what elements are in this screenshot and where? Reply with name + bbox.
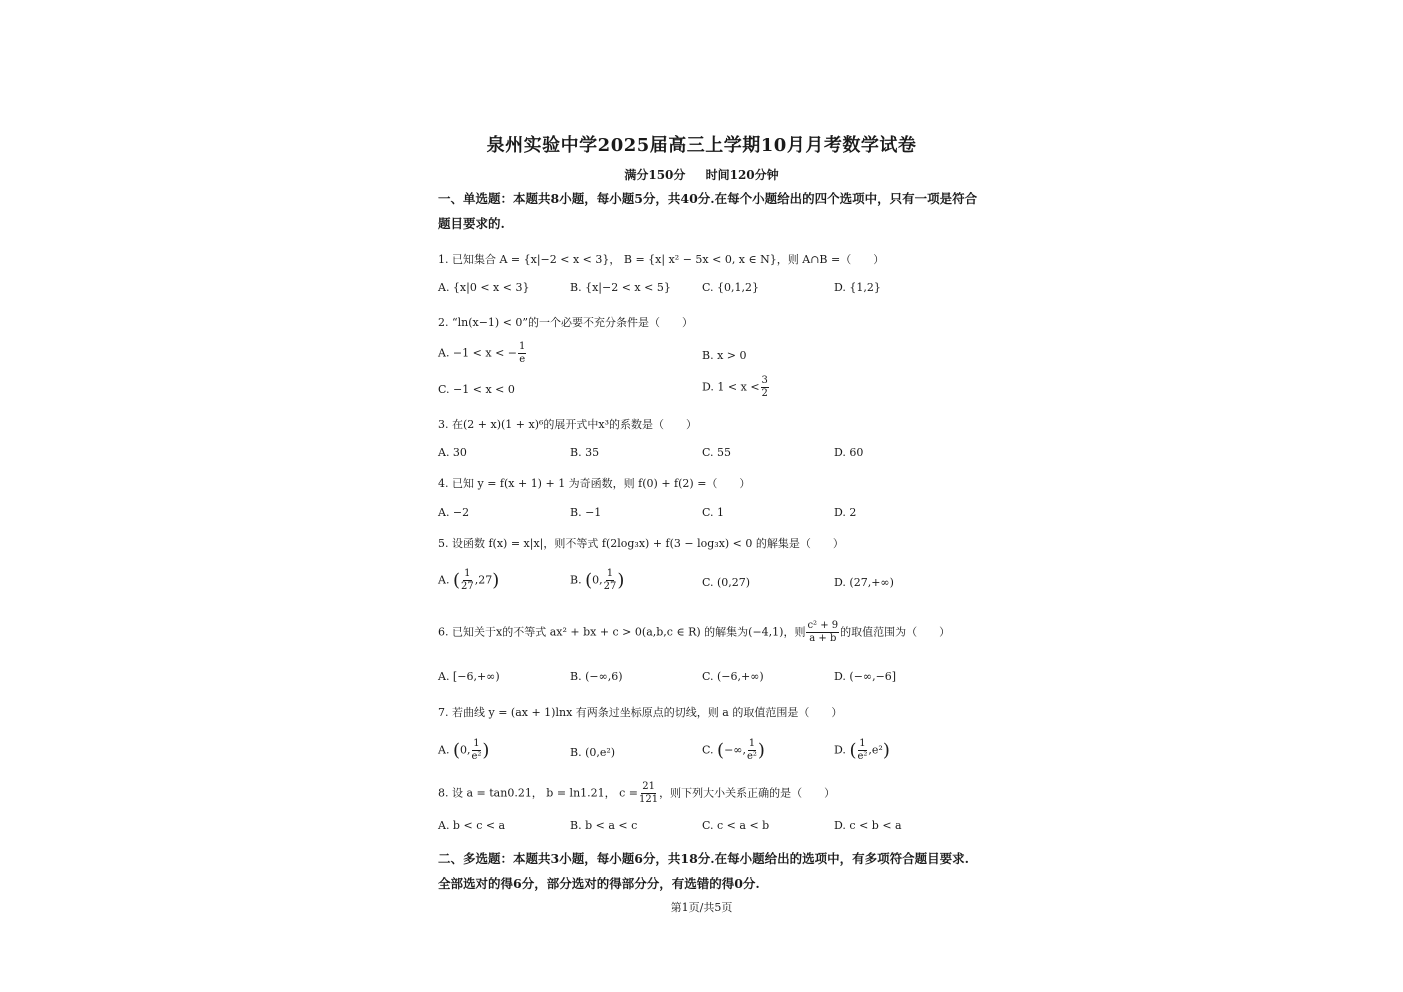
question-2: 2. “ln(x−1) < 0”的一个必要不充分条件是（ ）: [438, 316, 694, 329]
q5-option-c: C. (0,27): [702, 576, 751, 589]
question-5: 5. 设函数 f(x) = x|x|，则不等式 f(2log₃x) + f(3 − log₃x) < 0 的解集是（ ）: [438, 537, 844, 550]
q2-option-d-fraction: $\frac{3}{2}$: [761, 375, 768, 399]
q7-option-b: B. (0,e²): [570, 746, 616, 759]
q5-option-d: D. (27,+∞): [834, 576, 894, 589]
time-limit: 时间120分钟: [705, 168, 779, 182]
q8-option-c: C. c < a < b: [702, 819, 770, 832]
question-3: 3. 在(2 + x)(1 + x)⁶的展开式中x³的系数是（ ）: [438, 418, 698, 431]
exam-subtitle: [0, 166, 1403, 183]
q8-option-d: D. c < b < a: [834, 819, 902, 832]
q2-option-c: C. −1 < x < 0: [438, 383, 515, 396]
q4-option-c: C. 1: [702, 506, 725, 519]
question-1: 1. 已知集合 A = {x|−2 < x < 3}， B = {x| x² − 5x < 0, x ∈ N}，则 A∩B =（ ）: [438, 253, 885, 266]
page-footer: 第1页/共5页: [670, 901, 733, 914]
q8-option-b: B. b < a < c: [570, 819, 638, 832]
q6-option-b: B. (−∞,6): [570, 670, 623, 683]
q2-option-a-text: A. −1 < x < −: [438, 346, 517, 360]
section-1-heading: 一、单选题：本题共8小题，每小题5分，共40分.在每个小题给出的四个选项中，只有一项是符合题目要求的.: [438, 191, 978, 231]
question-4: 4. 已知 y = f(x + 1) + 1 为奇函数，则 f(0) + f(2) =（ ）: [438, 477, 751, 490]
q7-option-a: A. (0, $\frac{1}{\text{e²}}$ ): [438, 738, 490, 762]
q5-option-b-fraction: $\frac{1}{27}$: [603, 568, 617, 592]
full-score: 满分150分: [624, 168, 686, 182]
question-6: 6. 已知关于x的不等式 ax² + bx + c > 0(a,b,c ∈ R) 的解集为(−4,1)，则 $\frac{\text{c² + 9}}{a + b}$ 的取值范围为（ ）: [438, 620, 951, 644]
q6-option-a: A. [−6,+∞): [438, 670, 500, 683]
q6-option-c: C. (−6,+∞): [702, 670, 764, 683]
q5-option-a: A. ( $\frac{1}{27}$ ,27): [438, 568, 500, 592]
q1-option-c: C. {0,1,2}: [702, 281, 760, 294]
q7-option-c-fraction: $\frac{1}{\text{e²}}$: [746, 738, 757, 762]
q2-option-d: [702, 375, 770, 400]
q5-option-b: B. (0, $\frac{1}{27}$ ): [570, 568, 625, 592]
exam-title: 泉州实验中学2025届高三上学期10月月考数学试卷: [486, 135, 917, 156]
q3-option-d: D. 60: [834, 446, 864, 459]
q1-option-b: B. {x|−2 < x < 5}: [570, 281, 671, 294]
q7-option-a-fraction: $\frac{1}{\text{e²}}$: [471, 738, 482, 762]
q1-option-a: A. {x|0 < x < 3}: [438, 281, 530, 294]
q2-option-d-text: D. 1 < x <: [702, 380, 760, 394]
q7-option-d: D. ( $\frac{1}{\text{e²}}$ ,e²): [834, 738, 890, 762]
q7-option-c: C. (−∞, $\frac{1}{\text{e²}}$ ): [702, 738, 765, 762]
q8-option-a: A. b < c < a: [438, 819, 506, 832]
question-8: 8. 设 a = tan0.21， b = ln1.21， c = $\frac{21}{121}$ ，则下列大小关系正确的是（ ）: [438, 781, 836, 805]
q5-option-a-fraction: $\frac{1}{27}$: [460, 568, 474, 592]
q6-fraction: $\frac{\text{c² + 9}}{a + b}$: [807, 620, 839, 644]
q4-option-a: A. −2: [438, 506, 470, 519]
q1-option-d: D. {1,2}: [834, 281, 881, 294]
q3-option-a: A. 30: [438, 446, 467, 459]
q3-option-b: B. 35: [570, 446, 600, 459]
q2-option-a-fraction: $\frac{1}{e}$: [519, 341, 526, 365]
section-2-heading: 二、多选题：本题共3小题，每小题6分，共18分.在每小题给出的选项中，有多项符合题目要求.全部选对的得6分，部分选对的得部分分，有选错的得0分.: [438, 851, 969, 891]
q8-fraction: $\frac{21}{121}$: [639, 781, 659, 805]
q6-option-d: D. (−∞,−6]: [834, 670, 897, 683]
q4-option-b: B. −1: [570, 506, 602, 519]
q3-option-c: C. 55: [702, 446, 732, 459]
q2-option-a: [438, 341, 527, 366]
q2-option-b: B. x > 0: [702, 349, 747, 362]
question-7: 7. 若曲线 y = (ax + 1)lnx 有两条过坐标原点的切线，则 a 的取值范围是（ ）: [438, 706, 843, 719]
q7-option-d-fraction: $\frac{1}{\text{e²}}$: [857, 738, 868, 762]
q4-option-d: D. 2: [834, 506, 857, 519]
